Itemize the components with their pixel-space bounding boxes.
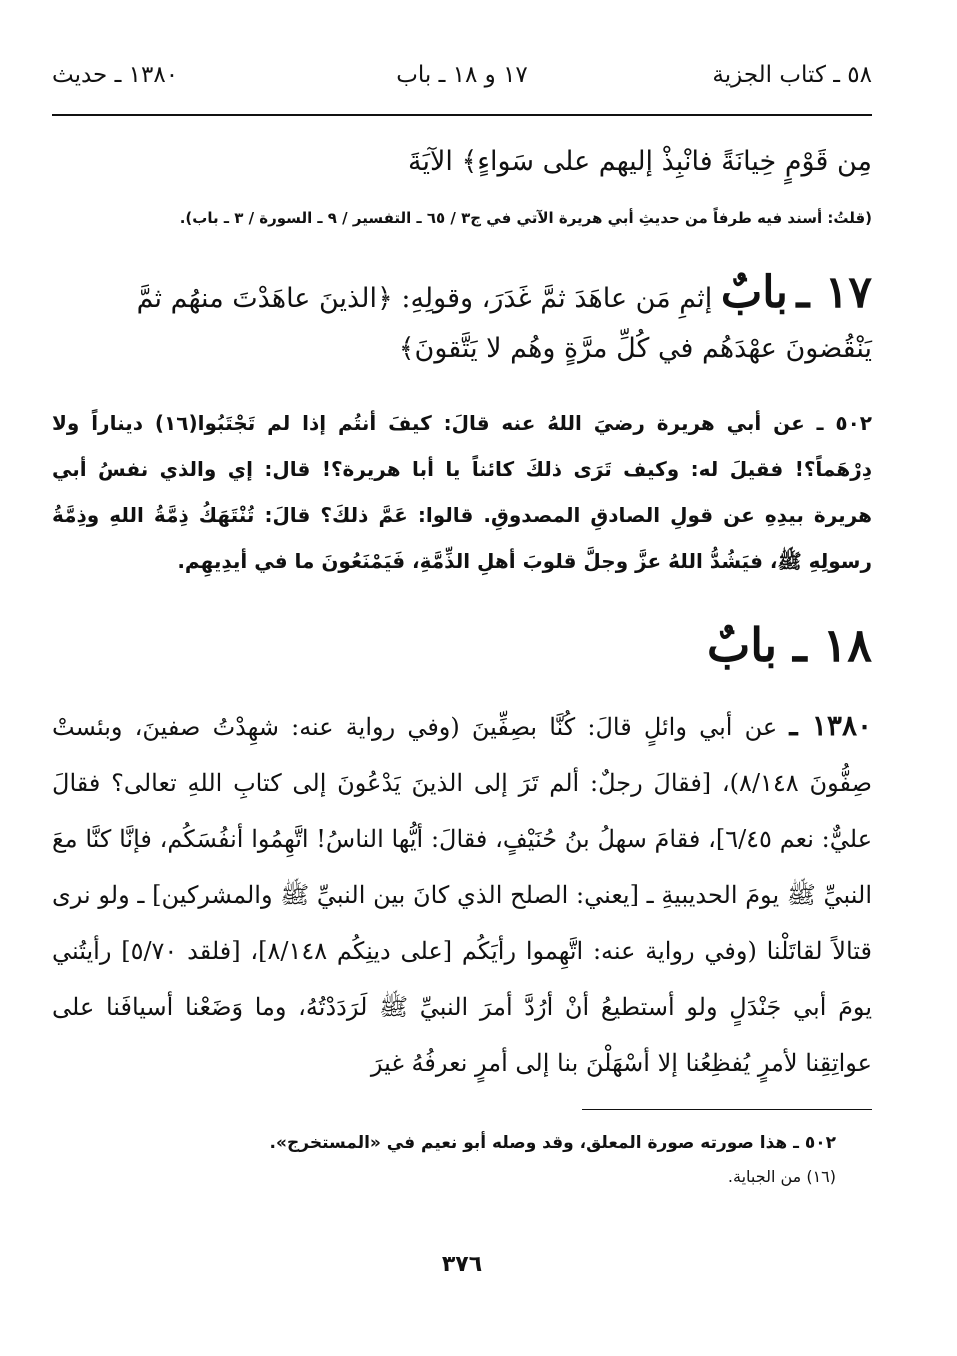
hadith-1380-text: عن أبي وائلٍ قالَ: كُنَّا بصِفِّينَ (وفي رواية عنه: شهِدْتُ صفينَ، وبئستْ صِفُّونَ ٨/١٤٨)، [فقالَ رجلٌ: ألم تَرَ إلى الذينَ يَدْعُونَ إلى كتابِ اللهِ تعالى؟ فقالَ عليٌّ: نعم ٦/٤٥]، فقامَ سهلُ بنُ حُنَيْفٍ، فقالَ: أيُّها الناسُ! اتَّهِمُوا أنفُسَكُم، فإنَّا كنَّا معَ النبيِّ ﷺ يومَ الحديبيةِ ـ [يعني: الصلح الذي كانَ بين النبيِّ ﷺ والمشركين] ـ ولو نرى قتالاً لقاتَلْنا (وفي رواية عنه: اتَّهِموا رأيَكُم [على دينِكُم ٨/١٤٨]، [فلقد ٥/٧٠] رأيتُني يومَ أبي جَنْدَلٍ ولو أستطيعُ أنْ أرُدَّ أمرَ النبيِّ ﷺ لَرَدَدْتُهُ، وما وَضَعْنا أسيافَنا على عواتِقِنا لأمرٍ يُفظِعُنا إلا أسْهَلْنَ بنا إلى أمرٍ نعرفُهُ غيرَ [52, 713, 873, 1077]
chapter-17-title [52, 268, 872, 374]
hadith-1380 [52, 698, 872, 1091]
running-head-chapters: ١٧ و ١٨ ـ باب [396, 62, 528, 88]
chapter-18-heading: ١٨ ـ بابٌ [706, 618, 872, 672]
header-rule [52, 114, 872, 116]
editor-note: (قلتُ: أسند فيه طرفاً من حديثِ أبي هريرة الآتي في ج٣ / ٦٥ ـ التفسير / ٩ ـ السورة / ٣ ـ باب). [179, 209, 872, 227]
hadith-502: ٥٠٢ ـ عن أبي هريرة رضيَ اللهُ عنه قالَ: كيفَ أنتُم إذا لم تَجْتَبُوا(١٦) ديناراً ولا دِرْهَماً؟! فقيلَ له: وكيف تَرَى ذلكَ كائناً يا أبا هريرة؟! قال: إي والذي نفسُ أبي هريرة بيدِهِ عن قولِ الصادقِ المصدوقِ. قالوا: عَمَّ ذلكَ؟ قالَ: تُنْتَهَكُ ذِمَّةُ اللهِ وذِمَّةُ رسولِهِ ﷺ، فيَشُدُّ اللهُ عزَّ وجلَّ قلوبَ أهلِ الذِّمَّةِ، فَيَمْنَعُونَ ما في أيدِيهِم. [52, 411, 872, 573]
chapter-17-word: بابٌ [720, 267, 788, 318]
hadith-1380-number: ١٣٨٠ ـ [789, 709, 873, 742]
running-head [52, 56, 872, 98]
page-number: ٣٧٦ [441, 1252, 483, 1277]
running-head-hadith: ١٣٨٠ ـ حديث [52, 62, 179, 88]
verse-continuation: مِن قَوْمٍ خِيانَةً فانْبِذْ إليهم على سَواءٍ﴾ الآيَةَ [407, 146, 872, 177]
footnote-16: (١٦) من الجباية. [727, 1167, 836, 1186]
chapter-17-number: ١٧ ـ [796, 267, 872, 318]
footnote-502: ٥٠٢ ـ هذا صورته صورة المعلق، وقد وصله أبو نعيم في «المستخرج». [269, 1133, 836, 1153]
chapter-17-text: إثمِ مَن عاهَدَ ثمَّ غَدَرَ، وقولِهِ: ﴿الذينَ عاهَدْتَ منهُم ثمَّ يَنْقُضونَ عهْدَهُم في كُلِّ مرَّةٍ وهُم لا يَتَّقونَ﴾ [136, 283, 872, 364]
footnote-rule [582, 1109, 872, 1110]
running-head-book: ٥٨ ـ كتاب الجزية [712, 62, 872, 88]
document-page [52, 56, 872, 1316]
